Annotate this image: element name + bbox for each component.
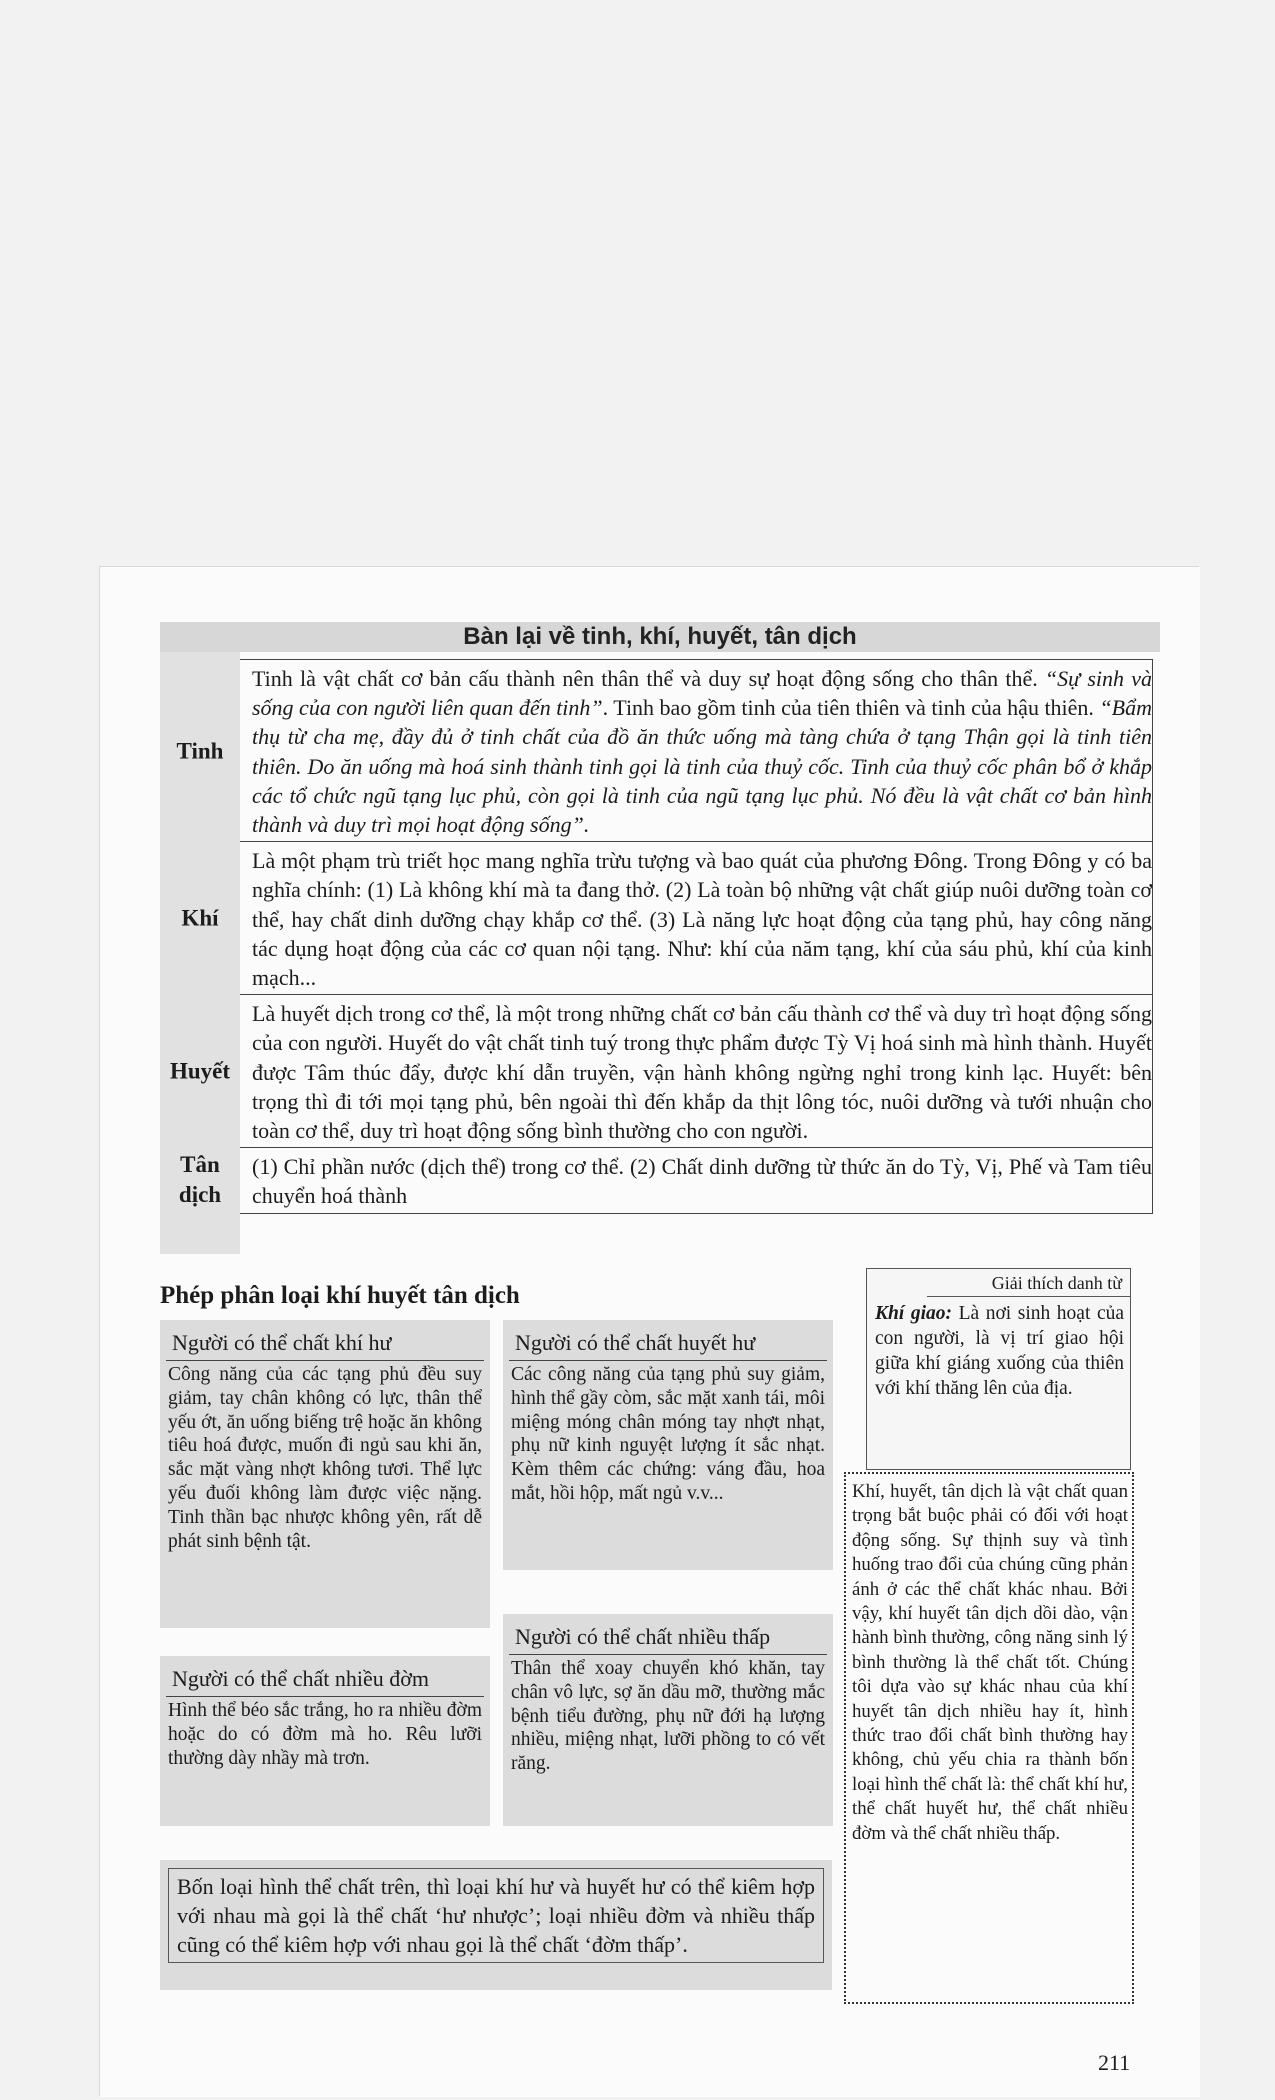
table-row-tan-dich: [178, 1147, 1152, 1212]
sidebar-note-text: Khí, huyết, tân dịch là vật chất quan trọng bắt buộc phải có đối với hoạt động sống. Sự thịnh suy và tình huống trao đổi của chúng cũng phản ánh ở các thể chất khác nhau. Bởi vậy, khí huyết tân dịch dồi dào, vận hành bình thường, công năng sinh lý bình thường là thể chất tốt. Chúng tôi dựa vào sự khác nhau của khí huyết tân dịch nhiều hay ít, hình thức trao đổi chất bình thường hay không, chủ yếu chia ra thành bốn loại hình thể chất là: thể chất khí hư, thể chất huyết hư, thể chất nhiều đờm và thể chất nhiều thấp.: [852, 1481, 1128, 1844]
row-label: Khí: [181, 905, 219, 931]
summary-text: Bốn loại hình thể chất trên, thì loại khí hư và huyết hư có thể kiêm hợp với nhau mà gọi là thể chất ‘hư nhược’; loại nhiều đờm và nhiều thấp cũng có thể kiêm hợp với nhau gọi là thể chất ‘đờm thấp’.: [168, 1868, 824, 1963]
box-title: Người có thể chất nhiều thấp: [509, 1620, 827, 1655]
text-segment: Tinh là vật chất cơ bản cấu thành nên thân thể và duy sự hoạt động sống cho thân thể.: [252, 666, 1045, 691]
box-khi-hu: [160, 1320, 490, 1628]
row-label: Tân dịch: [178, 1152, 222, 1208]
row-text: [240, 660, 1152, 841]
box-huyet-hu: [503, 1320, 833, 1570]
box-title: Người có thể chất nhiều đờm: [166, 1662, 484, 1697]
classification-heading: Phép phân loại khí huyết tân dịch: [160, 1282, 520, 1309]
box-body: Thân thể xoay chuyển khó khăn, tay chân vô lực, sợ ăn dầu mỡ, thường mắc bệnh tiểu đường, phụ nữ đới hạ lượng nhiều, miệng nhạt, lưỡi phồng to có vết răng.: [511, 1658, 825, 1775]
glossary-box: [866, 1268, 1131, 1470]
row-text: Là một phạm trù triết học mang nghĩa trừu tượng và bao quát của phương Đông. Trong Đông y có ba nghĩa chính: (1) Là không khí mà ta đang thở. (2) Là toàn bộ những vật chất giúp nuôi dưỡng toàn cơ thể, hay chất dinh dưỡng chạy khắp cơ thể. (3) Là năng lực hoạt động của tạng phủ, hay công năng tác dụng hoạt động của các cơ quan nội tạng. Như: khí của năm tạng, khí của sáu phủ, khí của kinh mạch...: [252, 848, 1152, 991]
table-row-tinh: [176, 660, 1152, 841]
box-body: Các công năng của tạng phủ suy giảm, hình thể gầy còm, sắc mặt xanh tái, môi miệng móng chân móng tay nhợt nhạt, phụ nữ kinh nguyệt lượng ít sắc nhạt. Kèm thêm các chứng: váng đầu, hoa mắt, hồi hộp, mất ngủ v.v...: [511, 1364, 825, 1504]
row-text: (1) Chỉ phần nước (dịch thể) trong cơ thể. (2) Chất dinh dưỡng từ thức ăn do Tỳ, Vị, Phế và Tam tiêu chuyển hoá thành: [252, 1154, 1152, 1209]
definition-table: [169, 659, 1153, 1214]
row-label: Huyết: [169, 1058, 231, 1084]
quote-segment: “Bẩm thụ từ cha mẹ, đầy đủ ở tinh chất của đồ ăn thức uống mà tàng chứa ở tạng Thận gọi là tinh tiên thiên. Do ăn uống mà hoá sinh thành tinh gọi là tinh của thuỷ cốc. Tinh của thuỷ cốc phân bổ ở khắp các tổ chức ngũ tạng lục phủ, còn gọi là tinh của ngũ tạng lục phủ. Nó đều là vật chất cơ bản hình thành và duy trì mọi hoạt động sống”.: [252, 695, 1152, 838]
row-label: Tinh: [176, 738, 224, 764]
page-number: 211: [1098, 2050, 1131, 2075]
glossary-definition: Là nơi sinh hoạt của con người, là vị trí giao hội giữa khí giáng xuống của thiên với khí thăng lên của địa.: [875, 1303, 1124, 1399]
row-text: Là huyết dịch trong cơ thể, là một trong những chất cơ bản cấu thành cơ thể và duy trì hoạt động sống của con người. Huyết do vật chất tinh tuý trong thực phẩm được Tỳ Vị hoá sinh mà hình thành. Huyết được Tâm thúc đẩy, được khí dẫn truyền, vận hành không ngừng nghỉ trong kinh lạc. Huyết: bên trọng thì đi tới mọi tạng phủ, bên ngoài thì đến khắp da thịt lông tóc, nuôi dưỡng và tưới nhuận cho toàn cơ thể, duy trì hoạt động sống bình thường cho con người.: [252, 1001, 1152, 1144]
quote-segment: “Sự sinh và sống của con người liên quan đến tinh”: [252, 666, 1152, 721]
box-body: Công năng của các tạng phủ đều suy giảm, tay chân không có lực, thân thể yếu ớt, ăn uống biếng trệ hoặc ăn không tiêu hoá được, muốn đi ngủ sau khi ăn, sắc mặt vàng nhợt không tươi. Thể lực yếu đuối không làm được việc nặng. Tinh thần bạc nhược không yên, rất dễ phát sinh bệnh tật.: [168, 1364, 482, 1552]
table-row-huyet: [169, 994, 1152, 1147]
box-body: Hình thể béo sắc trắng, ho ra nhiều đờm hoặc do có đờm mà ho. Rêu lưỡi thường dày nhầy mà trơn.: [168, 1700, 482, 1769]
box-title: Người có thể chất khí hư: [166, 1326, 484, 1361]
summary-box: [160, 1860, 832, 1990]
section-title: Bàn lại về tinh, khí, huyết, tân dịch: [160, 622, 1160, 652]
box-nhieu-thap: [503, 1614, 833, 1826]
table-row-khi: [181, 841, 1152, 994]
text-segment: . Tinh bao gồm tinh của tiên thiên và tinh của hậu thiên.: [602, 695, 1100, 721]
box-title: Người có thể chất huyết hư: [509, 1326, 827, 1361]
sidebar-note-box: [844, 1472, 1134, 2004]
box-nhieu-dom: [160, 1656, 490, 1826]
glossary-heading: Giải thích danh từ: [927, 1269, 1130, 1297]
glossary-term: Khí giao:: [875, 1303, 952, 1324]
glossary-body: [867, 1297, 1130, 1405]
